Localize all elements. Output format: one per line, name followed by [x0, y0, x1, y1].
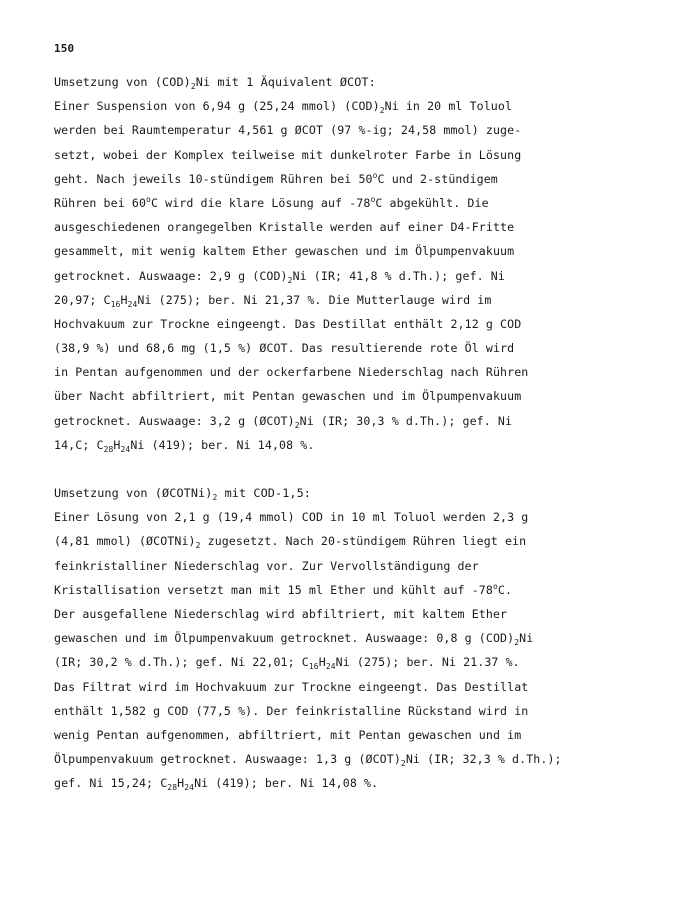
subscript-text: 16 — [308, 662, 319, 672]
text-segment: Kristallisation versetzt man mit 15 ml Ether und kühlt auf -78 — [54, 582, 493, 597]
text-line — [54, 626, 664, 650]
text-segment: H — [113, 437, 121, 452]
text-segment: Ni (275); ber. Ni 21.37 %. — [335, 655, 520, 670]
text-line — [54, 191, 664, 215]
text-segment: ausgeschiedenen orangegelben Kristalle werden auf einer D4-Fritte — [54, 220, 515, 235]
subscript-text: 24 — [127, 299, 138, 309]
text-segment: 20,97; C — [54, 292, 111, 307]
subscript-text: 24 — [120, 444, 131, 454]
text-segment: werden bei Raumtemperatur 4,561 g ØCOT (97 %-ig; 24,58 mmol) zuge- — [54, 123, 522, 138]
text-line — [54, 288, 664, 312]
text-segment: Ni — [519, 631, 534, 646]
text-segment: über Nacht abfiltriert, mit Pentan gewaschen und im Ölpumpenvakuum — [54, 389, 522, 404]
text-segment: Einer Lösung von 2,1 g (19,4 mmol) COD in 10 ml Toluol werden 2,3 g — [54, 510, 529, 525]
subscript-text: 2 — [195, 541, 201, 551]
text-line — [54, 118, 664, 142]
superscript-text: o — [372, 170, 378, 180]
page-number: 150 — [54, 42, 75, 55]
text-line — [54, 384, 664, 408]
text-segment: Einer Suspension von 6,94 g (25,24 mmol) (COD) — [54, 99, 380, 114]
text-line — [54, 239, 664, 263]
text-segment: enthält 1,582 g COD (77,5 %). Der feinkristalline Rückstand wird in — [54, 703, 529, 718]
section-body — [54, 94, 664, 457]
text-segment: Hochvakuum zur Trockne eingeengt. Das Destillat enthält 2,12 g COD — [54, 316, 522, 331]
text-segment: Ni (419); ber. Ni 14,08 %. — [194, 776, 379, 791]
text-line — [54, 433, 664, 457]
text-line — [54, 94, 664, 118]
text-line — [54, 699, 664, 723]
subscript-text: 28 — [103, 444, 114, 454]
text-segment: 14,C; C — [54, 437, 104, 452]
text-segment: (38,9 %) und 68,6 mg (1,5 %) ØCOT. Das resultierende rote Öl wird — [54, 341, 515, 356]
text-segment: Der ausgefallene Niederschlag wird abfiltriert, mit kaltem Ether — [54, 606, 508, 621]
text-segment: Das Filtrat wird im Hochvakuum zur Trockne eingeengt. Das Destillat — [54, 679, 529, 694]
text-segment: Ölpumpenvakuum getrocknet. Auswaage: 1,3 g (ØCOT) — [54, 752, 401, 767]
text-segment: getrocknet. Auswaage: 3,2 g (ØCOT) — [54, 413, 295, 428]
subscript-text: 24 — [325, 662, 336, 672]
text-line — [54, 771, 664, 795]
text-line — [54, 578, 664, 602]
text-line — [54, 264, 664, 288]
text-line — [54, 602, 664, 626]
text-segment: Umsetzung von (COD) — [54, 75, 191, 89]
text-line — [54, 723, 664, 747]
text-segment: H — [318, 655, 326, 670]
text-segment: Ni (275); ber. Ni 21,37 %. Die Mutterlauge wird im — [137, 292, 492, 307]
text-segment: setzt, wobei der Komplex teilweise mit dunkelroter Farbe in Lösung — [54, 147, 522, 162]
text-segment: Rühren bei 60 — [54, 195, 147, 210]
subscript-text: 2 — [287, 275, 293, 285]
superscript-text: o — [370, 194, 376, 204]
text-line — [54, 747, 664, 771]
superscript-text: o — [492, 581, 498, 591]
section-cotni-with-cod — [54, 481, 664, 795]
superscript-text: o — [146, 194, 151, 204]
text-line — [54, 312, 664, 336]
text-segment: mit COD-1,5: — [217, 486, 312, 500]
subscript-text: 28 — [167, 783, 178, 793]
section-heading — [54, 481, 664, 505]
subscript-text: 2 — [514, 638, 520, 648]
subscript-text: 16 — [110, 299, 121, 309]
text-segment: Ni (419); ber. Ni 14,08 %. — [130, 437, 315, 452]
text-line — [54, 529, 664, 553]
text-segment: H — [177, 776, 185, 791]
text-line — [54, 554, 664, 578]
text-segment: feinkristalliner Niederschlag vor. Zur Vervollständigung der — [54, 558, 479, 573]
section-heading — [54, 70, 664, 94]
subscript-text: 2 — [294, 420, 300, 430]
text-segment: C. — [497, 582, 513, 597]
text-segment: gef. Ni 15,24; C — [54, 776, 168, 791]
text-line — [54, 505, 664, 529]
subscript-text: 2 — [400, 759, 406, 769]
text-segment: C abgekühlt. Die — [375, 195, 489, 210]
text-segment: getrocknet. Auswaage: 2,9 g (COD) — [54, 268, 288, 283]
text-line — [54, 336, 664, 360]
text-line — [54, 215, 664, 239]
text-segment: (IR; 30,2 % d.Th.); gef. Ni 22,01; C — [54, 655, 309, 670]
text-segment: Ni mit 1 Äquivalent ØCOT: — [195, 75, 376, 89]
text-segment: Ni in 20 ml Toluol — [384, 99, 513, 114]
text-line — [54, 650, 664, 674]
text-line — [54, 143, 664, 167]
section-body — [54, 505, 664, 795]
text-segment: Ni (IR; 30,3 % d.Th.); gef. Ni — [299, 413, 513, 428]
text-segment: Umsetzung von (ØCOTNi) — [54, 486, 213, 500]
text-line — [54, 409, 664, 433]
text-segment: in Pentan aufgenommen und der ockerfarbene Niederschlag nach Rühren — [54, 365, 529, 380]
subscript-text: 24 — [184, 783, 195, 793]
text-segment: Ni (IR; 32,3 % d.Th.); — [405, 752, 562, 767]
text-segment: wenig Pentan aufgenommen, abfiltriert, mit Pentan gewaschen und im — [54, 727, 522, 742]
text-segment: geht. Nach jeweils 10-stündigem Rühren bei 50 — [54, 171, 373, 186]
subscript-text: 2 — [212, 493, 218, 502]
text-segment: gewaschen und im Ölpumpenvakuum getrocknet. Auswaage: 0,8 g (COD) — [54, 631, 515, 646]
text-segment: C und 2-stündigem — [377, 171, 498, 186]
text-segment: Ni (IR; 41,8 % d.Th.); gef. Ni — [292, 268, 505, 283]
subscript-text: 2 — [190, 82, 196, 91]
text-segment: C wird die klare Lösung auf -78 — [150, 195, 371, 210]
text-line — [54, 675, 664, 699]
section-cod-ni-with-cot — [54, 70, 664, 457]
text-segment: H — [120, 292, 128, 307]
subscript-text: 2 — [379, 106, 385, 116]
text-line — [54, 167, 664, 191]
text-segment: zugesetzt. Nach 20-stündigem Rühren liegt ein — [200, 534, 527, 549]
text-line — [54, 360, 664, 384]
text-segment: gesammelt, mit wenig kaltem Ether gewaschen und im Ölpumpenvakuum — [54, 244, 515, 259]
text-segment: (4,81 mmol) (ØCOTNi) — [54, 534, 196, 549]
